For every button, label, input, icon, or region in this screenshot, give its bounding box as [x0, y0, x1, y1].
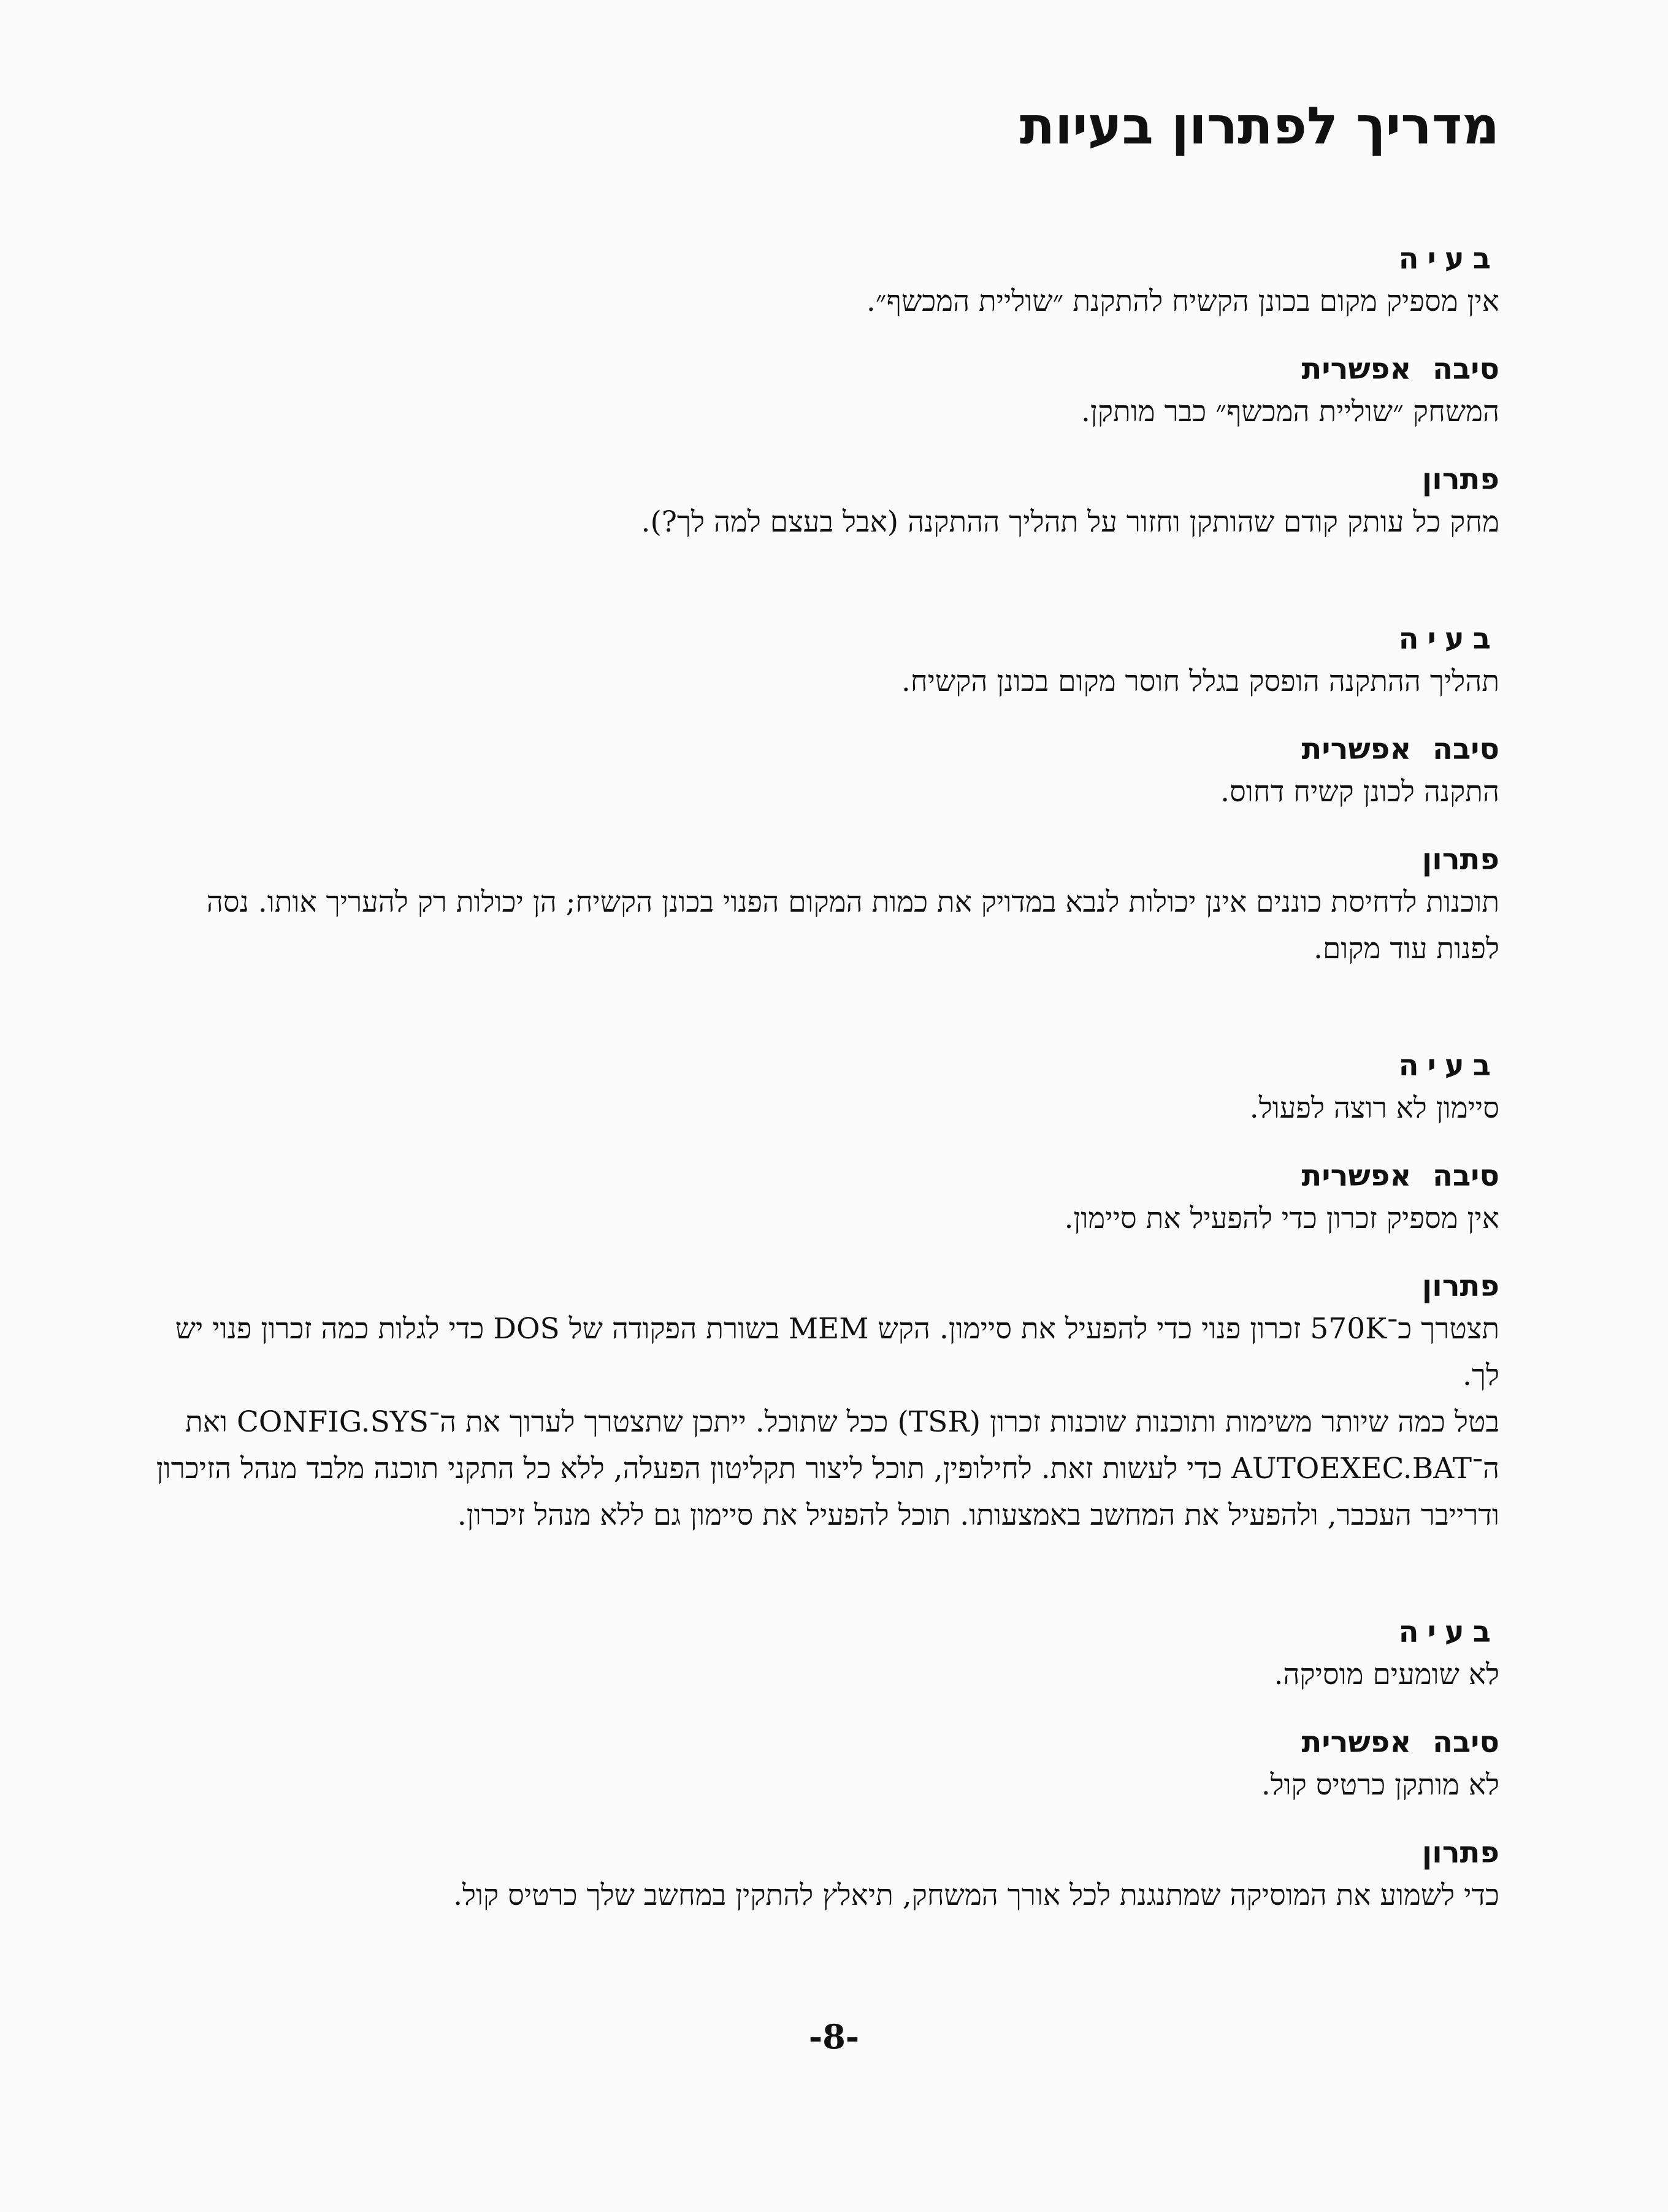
cause-heading: סיבה אפשרית	[1301, 1725, 1499, 1760]
solution-heading: פתרון	[1421, 842, 1499, 877]
problem-block	[147, 1046, 1499, 1539]
cause-heading: סיבה אפשרית	[1301, 352, 1499, 386]
problem-text: לא שומעים מוסיקה.	[1274, 1658, 1499, 1691]
page-number: -8-	[808, 2017, 860, 2056]
problem-text: תהליך ההתקנה הופסק בגלל חוסר מקום בכונן הקשיח.	[901, 665, 1499, 698]
page-title: מדריך לפתרון בעיות	[1019, 96, 1499, 156]
cause-heading: סיבה אפשרית	[1301, 732, 1499, 766]
solution-text: מחק כל עותק קודם שהותקן וחזור על תהליך ההתקנה (אבל בעצם למה לך?).	[641, 505, 1499, 539]
cause-text: לא מותקן כרטיס קול.	[1261, 1768, 1499, 1802]
solution-heading: פתרון	[1421, 1269, 1499, 1303]
cause-text: אין מספיק זכרון כדי להפעיל את סיימון.	[1064, 1202, 1499, 1235]
problem-heading: בעיה	[1398, 242, 1499, 276]
problem-block	[147, 1612, 1499, 1919]
solution-text: תצטרך כ־570K זכרון פנוי כדי להפעיל את סיימון. הקש MEM בשורת הפקודה של DOS כדי לגלות כמה זכרון פנוי יש לך.	[175, 1312, 1499, 1392]
solution-text: בטל כמה שיותר משימות ותוכנות שוכנות זכרון (TSR) ככל שתוכל. ייתכן שתצטרך לערוך את ה־CONFIG.SYS ואת ה־AUTOEXEC.BAT כדי לעשות זאת. לחילופין, תוכל ליצור תקליטון הפעלה, ללא כל התקני תוכנה מלבד מנהל הזיכרון ודרייבר העכבר, ולהפעיל את המחשב באמצעותו. תוכל להפעיל את סיימון גם ללא מנהל זיכרון.	[156, 1405, 1499, 1532]
solution-text: תוכנות לדחיסת כוננים אינן יכולות לנבא במדויק את כמות המקום הפנוי בכונן הקשיח; הן יכולות רק להעריך אותו. נסה לפנות עוד מקום.	[206, 885, 1499, 966]
problem-text: סיימון לא רוצה לפעול.	[1249, 1091, 1499, 1125]
problem-heading: בעיה	[1398, 1048, 1499, 1083]
cause-text: המשחק ״שוליית המכשף״ כבר מותקן.	[1081, 395, 1499, 429]
problem-block	[147, 239, 1499, 546]
solution-heading: פתרון	[1421, 1836, 1499, 1870]
problems-list	[147, 239, 1499, 1919]
problem-text: אין מספיק מקום בכונן הקשיח להתקנת ״שוליית המכשף״.	[866, 284, 1499, 318]
solution-text: כדי לשמוע את המוסיקה שמתנגנת לכל אורך המשחק, תיאלץ להתקין במחשב שלך כרטיס קול.	[453, 1878, 1499, 1912]
problem-heading: בעיה	[1398, 1615, 1499, 1649]
cause-text: התקנה לכונן קשיח דחוס.	[1220, 775, 1499, 809]
problem-heading: בעיה	[1398, 622, 1499, 656]
cause-heading: סיבה אפשרית	[1301, 1159, 1499, 1193]
page-content	[147, 92, 1499, 1993]
problem-block	[147, 619, 1499, 972]
solution-heading: פתרון	[1421, 462, 1499, 497]
